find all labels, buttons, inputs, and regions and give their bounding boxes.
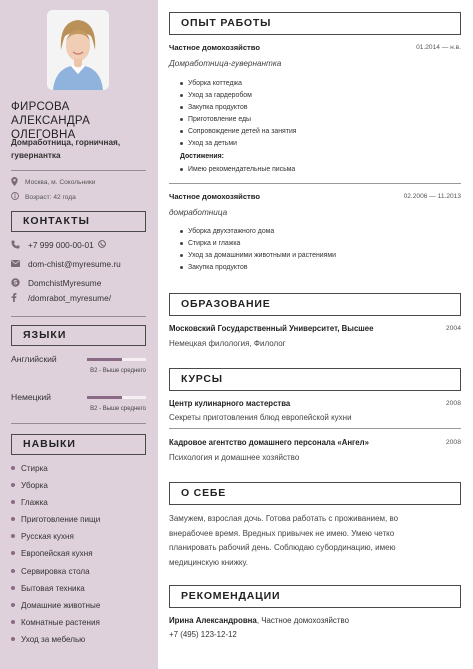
achievement-text: Имею рекомендательные письма (188, 166, 296, 173)
duty-item (180, 262, 248, 273)
skill-item (11, 633, 85, 645)
duty-text: Уборка коттеджа (188, 80, 242, 87)
skill-item (11, 547, 93, 559)
bullet-dot (11, 551, 15, 555)
education-title: Московский Государственный Университет, Высшее (169, 324, 374, 333)
bullet-dot (11, 603, 15, 607)
skill-item (11, 616, 100, 628)
about-text (169, 512, 461, 570)
language-level-fill (87, 358, 122, 361)
duty-item (180, 226, 274, 237)
recommendations-heading: РЕКОМЕНДАЦИИ (169, 585, 461, 608)
bullet-dot (11, 483, 15, 487)
duty-text: Уборка двухэтажного дома (188, 228, 275, 235)
phone-icon (11, 240, 28, 251)
about-line: Замужем, взрослая дочь. Готова работать с проживанием, во (169, 514, 399, 523)
job-dates: 02.2006 — 11.2013 (403, 193, 461, 200)
about-line: планировать рабочий день. Соблюдаю субординацию, имею (169, 543, 396, 552)
skill-item (11, 513, 100, 525)
duty-text: Стирка и глажка (188, 240, 241, 247)
course-subtitle: Секреты приготовления блюд европейской кухни (169, 413, 352, 422)
sidebar-divider (11, 316, 146, 317)
skill-label: Сервировка стола (21, 566, 90, 576)
bullet-dot (11, 517, 15, 521)
sidebar (0, 0, 158, 669)
about-line: внерабочее время. Вредных привычек не имею. Умею четко (169, 528, 395, 538)
duty-item (180, 250, 336, 261)
skill-item (11, 530, 74, 542)
language-level: B2 - Выше среднего (90, 406, 146, 412)
duty-item (180, 126, 297, 137)
job-role: Домработница-гувернантка (169, 59, 282, 68)
course-year: 2008 (445, 400, 461, 407)
skype-icon (11, 278, 28, 289)
position-line-1: Домработница, горничная, (11, 138, 121, 147)
job-company: Частное домохозяйство (169, 192, 260, 201)
duty-item (180, 238, 240, 249)
course-divider (169, 428, 461, 429)
contact-skype (11, 276, 101, 290)
contacts-heading: КОНТАКТЫ (11, 211, 146, 232)
candidate-position (11, 136, 151, 162)
bullet-dot (180, 118, 183, 121)
language-name: Английский (11, 354, 57, 364)
email-address[interactable]: dom-chist@myresume.ru (28, 259, 121, 269)
bullet-dot (180, 168, 183, 171)
skill-label: Комнатные растения (21, 617, 100, 627)
skill-item (11, 582, 85, 594)
bullet-dot (180, 142, 183, 145)
skype-login[interactable]: DomchistMyresume (28, 278, 102, 288)
bullet-dot (11, 586, 15, 590)
duty-item (180, 114, 251, 125)
course-year: 2008 (445, 439, 461, 446)
bullet-dot (180, 106, 183, 109)
bullet-dot (180, 254, 183, 257)
skill-item (11, 496, 48, 508)
experience-heading: ОПЫТ РАБОТЫ (169, 12, 461, 35)
info-icon (11, 192, 25, 202)
bullet-dot (180, 266, 183, 269)
course-title: Центр кулинарного мастерства (169, 399, 291, 408)
skill-label: Приготовление пищи (21, 514, 101, 524)
skill-label: Уход за мебелью (21, 634, 86, 644)
bullet-dot (11, 637, 15, 641)
contact-facebook (11, 291, 111, 305)
language-level-bar (87, 358, 146, 361)
bullet-dot (180, 94, 183, 97)
bullet-dot (11, 620, 15, 624)
bullet-dot (11, 534, 15, 538)
language-level-bar (87, 396, 146, 399)
education-year: 2004 (445, 325, 461, 332)
language-level: B2 - Выше среднего (90, 368, 146, 374)
sidebar-divider (11, 170, 146, 171)
recommendation-person (169, 616, 349, 625)
facebook-link[interactable]: /domrabot_myresume/ (28, 293, 112, 303)
bullet-dot (11, 500, 15, 504)
duty-text: Уход за детьми (188, 140, 237, 147)
bullet-dot (11, 569, 15, 573)
skills-heading: НАВЫКИ (11, 434, 146, 455)
profile-photo (47, 10, 109, 90)
sidebar-divider (11, 423, 146, 424)
bullet-dot (180, 82, 183, 85)
achievements-label: Достижения: (180, 153, 224, 160)
language-level-fill (87, 396, 122, 399)
skill-label: Домашние животные (21, 600, 101, 610)
about-line: медицинскую книжку. (169, 557, 248, 567)
course-title: Кадровое агентство домашнего персонала «Ангел» (169, 438, 369, 447)
duty-text: Уход за домашними животными и растениями (188, 252, 336, 259)
skill-label: Глажка (21, 497, 48, 507)
contact-email (11, 257, 121, 271)
job-divider (169, 183, 461, 184)
language-name: Немецкий (11, 392, 51, 402)
location-row (11, 175, 95, 189)
position-line-2: гувернантка (11, 151, 61, 160)
contact-phone (11, 238, 106, 252)
name-line-1: ФИРСОВА АЛЕКСАНДРА (11, 101, 91, 127)
skill-label: Стирка (21, 463, 48, 473)
skill-label: Бытовая техника (21, 583, 85, 593)
phone-number[interactable]: +7 999 000-00-01 (28, 240, 94, 250)
duty-text: Закупка продуктов (188, 104, 248, 111)
duty-text: Сопровождение детей на занятия (188, 128, 297, 135)
name-line-2: ОЛЕГОВНА (11, 129, 76, 141)
courses-heading: КУРСЫ (169, 368, 461, 391)
skill-label: Русская кухня (21, 531, 74, 541)
skill-label: Уборка (21, 480, 48, 490)
recommender-phone[interactable]: +7 (495) 123-12-12 (169, 630, 237, 639)
achievement-item (180, 164, 295, 175)
location-text: Москва, м. Сокольники (25, 178, 96, 186)
bullet-dot (180, 230, 183, 233)
duty-item (180, 102, 248, 113)
bullet-dot (11, 466, 15, 470)
duty-text: Закупка продуктов (188, 264, 248, 271)
location-pin-icon (11, 177, 25, 188)
education-heading: ОБРАЗОВАНИЕ (169, 293, 461, 316)
recommender-org: , Частное домохозяйство (256, 616, 349, 625)
skill-item (11, 462, 48, 474)
facebook-icon (11, 293, 28, 304)
skill-label: Европейская кухня (21, 548, 93, 558)
course-subtitle: Психология и домашнее хозяйство (169, 453, 300, 462)
bullet-dot (180, 242, 183, 245)
duty-text: Приготовление еды (188, 116, 251, 123)
recommender-name: Ирина Александровна (169, 616, 257, 625)
job-company: Частное домохозяйство (169, 43, 260, 52)
duty-item (180, 90, 252, 101)
age-text: Возраст: 42 года (25, 193, 76, 201)
mail-icon (11, 260, 28, 269)
age-row (11, 190, 76, 204)
skill-item (11, 565, 90, 577)
languages-heading: ЯЗЫКИ (11, 325, 146, 346)
education-subtitle: Немецкая филология, Филолог (169, 339, 286, 348)
whatsapp-icon (98, 240, 106, 250)
job-dates: 01.2014 — н.в. (416, 44, 461, 51)
main-content (158, 0, 473, 669)
job-role: домработница (169, 208, 228, 217)
duty-item (180, 138, 237, 149)
duty-item (180, 78, 242, 89)
skill-item (11, 479, 48, 491)
skill-item (11, 599, 100, 611)
duty-text: Уход за гардеробом (188, 92, 252, 99)
svg-text:S: S (13, 279, 18, 287)
bullet-dot (180, 130, 183, 133)
about-heading: О СЕБЕ (169, 482, 461, 505)
